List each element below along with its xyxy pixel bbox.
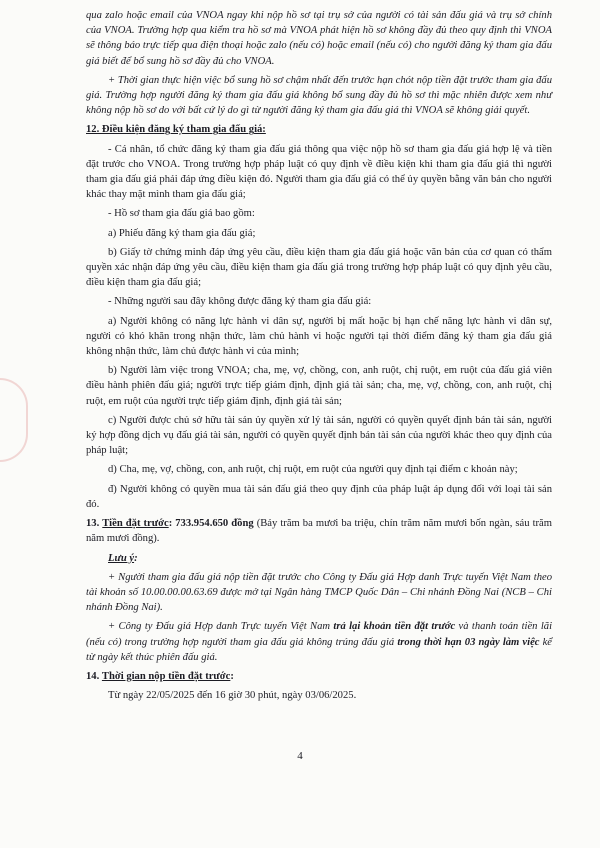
note2-part-a: + Công ty Đấu giá Hợp danh Trực tuyến Việt Nam bbox=[108, 621, 334, 633]
section-14-number: 14. bbox=[86, 670, 100, 682]
section-13-number: 13. bbox=[86, 518, 100, 530]
section-12-para-6: a) Người không có năng lực hành vi dân sự, người bị mất hoặc bị hạn chế năng lực hành vi dân sự, người có khó khăn trong nhận thức, làm chủ hành vi hoặc người tại thời điểm đăng ký tham gia đấu giá không nhận thức, làm chủ được hành vi của mình; bbox=[86, 315, 552, 358]
note2-part-e: kể từ ngày kết thúc phiên đấu giá. bbox=[86, 636, 553, 663]
section-14-label: Thời gian nộp tiền đặt trước bbox=[101, 670, 231, 682]
note-heading bbox=[86, 551, 552, 566]
section-12-title: 12. Điều kiện đăng ký tham gia đấu giá: bbox=[86, 124, 266, 136]
section-12-para-7: b) Người làm việc trong VNOA; cha, mẹ, vợ, chồng, con, anh ruột, chị ruột, em ruột của đấu giá viên điều hành phiên đấu giá; người trực tiếp giám định, định giá tài sản; cha, mẹ, vợ, chồng, con, anh ruột, chị ruột, em ruột của người trực tiếp giám định, định giá tài sản; bbox=[86, 365, 552, 407]
document-body bbox=[86, 8, 552, 707]
red-stamp-edge bbox=[0, 378, 28, 462]
section-13-amount: : 733.954.650 đồng bbox=[168, 518, 254, 530]
section-12-para-1: - Cá nhân, tổ chức đăng ký tham gia đấu giá thông qua việc nộp hồ sơ tham gia đấu giá hợp lệ và tiền đặt trước cho VNOA. Trong trường hợp pháp luật có quy định về điều kiện khi tham gia đấu giá thì người tham gia đấu giá phải đáp ứng điều kiện đó. Người tham gia đấu giá có thể ủy quyền bằng văn bản cho người khác thay mặt mình tham gia đấu giá; bbox=[86, 143, 552, 201]
note2-part-d: trong thời hạn 03 ngày làm việc bbox=[397, 636, 540, 648]
note-paragraph-2 bbox=[86, 619, 552, 665]
section-12-para-4: b) Giấy tờ chứng minh đáp ứng yêu cầu, điều kiện tham gia đấu giá hoặc văn bản của cơ quan có thẩm quyền xác nhận đáp ứng yêu cầu, điều kiện tham gia đấu giá trong trường hợp pháp luật có quy định yêu cầu, điều kiện tham gia đấu giá; bbox=[86, 246, 552, 289]
section-14-colon: : bbox=[230, 670, 234, 682]
intro-paragraph-1: qua zalo hoặc email của VNOA ngay khi nộp hồ sơ tại trụ sở của người có tài sản đấu giá và trụ sở chính của VNOA. Trường hợp qua kiểm tra hồ sơ mà VNOA phát hiện hồ sơ không đầy đủ theo quy định thì VNOA sẽ thông báo trực tiếp qua điện thoại hoặc zalo (nếu có) hoặc email (nếu có) cho người đăng ký tham gia đấu giá biết để bổ sung hồ sơ đầy đủ cho VNOA. bbox=[86, 10, 552, 67]
section-12-para-9: d) Cha, mẹ, vợ, chồng, con, anh ruột, chị ruột, em ruột của người quy định tại điểm c khoản này; bbox=[108, 464, 518, 476]
section-12-heading bbox=[86, 122, 552, 137]
section-14-text: Từ ngày 22/05/2025 đến 16 giờ 30 phút, ngày 03/06/2025. bbox=[108, 690, 357, 702]
note2-part-c: và thanh toán tiền lãi (nếu có) trong trường hợp người tham gia đấu giá không trúng đấu giá bbox=[86, 621, 553, 648]
section-13-heading bbox=[86, 516, 552, 546]
section-12-para-3: a) Phiếu đăng ký tham gia đấu giá; bbox=[108, 227, 256, 239]
section-14-heading bbox=[86, 669, 552, 684]
note-label: Lưu ý bbox=[108, 552, 135, 564]
section-12-para-5: - Những người sau đây không được đăng ký tham gia đấu giá: bbox=[108, 296, 372, 308]
section-13-amount-words: (Bảy trăm ba mươi ba triệu, chín trăm năm mươi bốn ngàn, sáu trăm năm mươi đồng). bbox=[86, 518, 552, 545]
section-13-label: Tiền đặt trước bbox=[102, 518, 169, 530]
note-paragraph-1: + Người tham gia đấu giá nộp tiền đặt trước cho Công ty Đấu giá Hợp danh Trực tuyến Việt Nam theo tài khoản số 10.00.00.00.63.69 được mở tại Ngân hàng TMCP Quốc Dân – Chi nhánh Đồng Nai (NCB – Chi nhánh Đồng Nai). bbox=[86, 571, 552, 614]
section-12-para-10: đ) Người không có quyền mua tài sản đấu giá theo quy định của pháp luật áp dụng đối với loại tài sản đó. bbox=[86, 483, 552, 510]
intro-paragraph-2: + Thời gian thực hiện việc bổ sung hồ sơ chậm nhất đến trước hạn chót nộp tiền đặt trước tham gia đấu giá. Trường hợp người đăng ký tham gia đấu giá không bổ sung đầy đủ hồ sơ thì mặc nhiên được xem như không nộp hồ sơ do với bất cứ lý do gì từ người đăng ký tham gia đấu giá thì VNOA sẽ không giải quyết. bbox=[86, 74, 552, 117]
note-colon: : bbox=[134, 552, 138, 564]
page-number: 4 bbox=[297, 750, 303, 762]
section-12-para-8: c) Người được chủ sở hữu tài sản ủy quyền xử lý tài sản, người có quyền quyết định bán tài sản, người ký hợp đồng dịch vụ đấu giá tài sản, người có quyền quyết định bán tài sản của người khác theo quy định của pháp luật; bbox=[86, 414, 552, 457]
section-12-para-2: - Hồ sơ tham gia đấu giá bao gồm: bbox=[108, 208, 255, 220]
note2-part-b: trả lại khoản tiền đặt trước bbox=[333, 621, 456, 633]
